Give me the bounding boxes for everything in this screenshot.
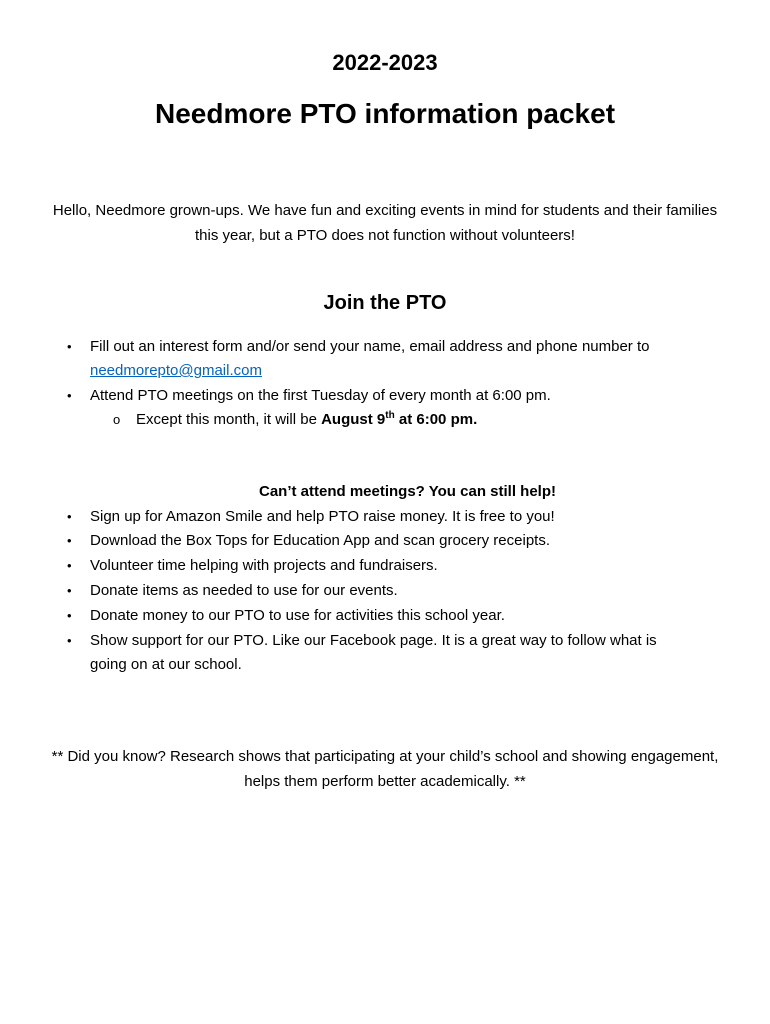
bullet-icon: • [67,608,72,623]
bullet-icon: • [67,583,72,598]
join-section-heading: Join the PTO [323,292,447,314]
help-item-text: Donate money to our PTO to use for activities this school year. [90,607,505,624]
bullet-icon: • [67,558,72,573]
help-item-continuation: going on at our school. [90,656,242,673]
join-sub-item-text [136,407,477,432]
did-you-know-note: ** Did you know? Research shows that participating at your child’s school and showing engagement, helps them perform better academically. ** [51,748,719,790]
bullet-icon: • [67,509,72,524]
bullet-icon: • [67,388,72,403]
bullet-icon: • [67,339,72,354]
sub-bullet-icon: o [113,412,121,427]
school-year-heading: 2022-2023 [332,50,438,75]
meeting-date: August 9 [321,411,386,428]
help-item-text: Donate items as needed to use for our events. [90,582,398,599]
intro-paragraph: Hello, Needmore grown-ups. We have fun and exciting events in mind for students and their families this year, but a PTO does not function without volunteers! [52,202,718,244]
help-item-text: Show support for our PTO. Like our Facebook page. It is a great way to follow what is [90,632,657,649]
email-link[interactable]: needmorepto@gmail.com [90,362,262,379]
meeting-time: at 6:00 pm. [394,411,478,428]
date-suffix: th [385,410,395,421]
help-item-text: Volunteer time helping with projects and fundraisers. [90,557,438,574]
join-item-1-text: Fill out an interest form and/or send your name, email address and phone number to [90,338,650,355]
bullet-icon: • [67,633,72,648]
help-item-text: Download the Box Tops for Education App and scan grocery receipts. [90,532,550,549]
join-item-2-text: Attend PTO meetings on the first Tuesday of every month at 6:00 pm. [90,387,551,404]
help-item-text: Sign up for Amazon Smile and help PTO raise money. It is free to you! [90,508,555,525]
bullet-icon: • [67,533,72,548]
document-title: Needmore PTO information packet [154,98,616,129]
help-section-heading: Can’t attend meetings? You can still help! [259,483,556,500]
sub-item-prefix: Except this month, it will be [136,411,322,428]
